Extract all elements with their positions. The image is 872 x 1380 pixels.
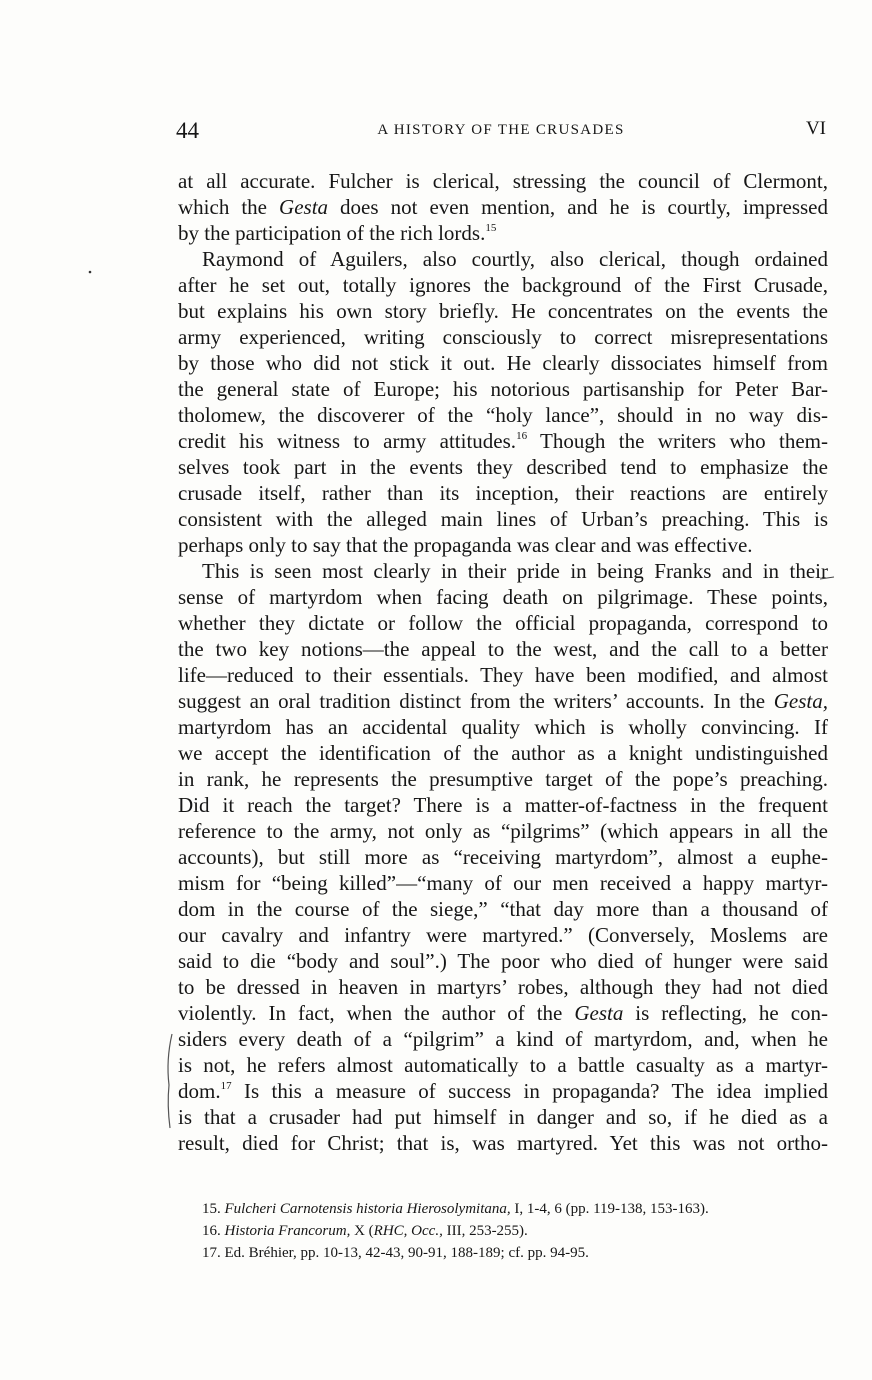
text-line [178,246,828,272]
line-text: in rank, he represents the presumptive target of the pope’s preaching. [178,767,828,791]
line-text: army experienced, writing consciously to correct misrepresentations [178,325,828,349]
text-line [178,844,828,870]
line-text: which the [178,195,280,219]
text-line [178,558,828,584]
text-line [178,220,828,246]
text-line [178,506,828,532]
text-line [178,1052,828,1078]
line-text: whether they dictate or follow the official propaganda, correspond to [178,611,828,635]
text-line [178,740,828,766]
text-line [178,428,828,454]
footnote [202,1198,822,1220]
line-text: said to die “body and soul”.) The poor who died of hunger were said [178,949,828,973]
text-line [178,896,828,922]
line-text: credit his witness to army attitudes. [178,429,517,453]
italic-text: Gesta [574,1001,624,1025]
text-line [178,298,828,324]
text-line [178,272,828,298]
line-text: accounts), but still more as “receiving martyrdom”, almost a euphe- [178,845,828,869]
footnote-title: Fulcheri Carnotensis historia Hierosolymitana, [224,1201,511,1217]
footnote-text: I, 1-4, 6 (pp. 119-138, 153-163). [510,1201,709,1217]
text-line [178,1104,828,1130]
text-line [178,324,828,350]
line-text: by the participation of the rich lords. [178,221,486,245]
footnote [202,1220,822,1242]
footnote-text: III, 253-255). [442,1223,528,1239]
line-text: selves took part in the events they described tend to emphasize the [178,455,828,479]
text-line [178,1130,828,1156]
text-line [178,454,828,480]
line-text: reference to the army, not only as “pilgrims” (which appears in all the [178,819,828,843]
text-line [178,1026,828,1052]
page-number: 44 [176,118,199,143]
line-text: the two key notions—the appeal to the west, and the call to a better [178,637,828,661]
running-title: A HISTORY OF THE CRUSADES [377,122,625,138]
line-text: crusade itself, rather than its inception, their reactions are entirely [178,481,828,505]
footnote-ref: 17 [220,1080,232,1092]
footnote-number: 17. [202,1245,221,1261]
footnote-number: 15. [202,1201,221,1217]
text-line [178,480,828,506]
line-text: is that a crusader had put himself in danger and so, if he died as a [178,1105,828,1129]
text-line [178,168,828,194]
footnotes [202,1198,822,1264]
text-line [178,402,828,428]
text-line [178,714,828,740]
line-text: is not, he refers almost automatically to a battle casualty as a martyr- [178,1053,828,1077]
line-text: the general state of Europe; his notorious partisanship for Peter Bar- [178,377,828,401]
text-line [178,766,828,792]
footnote [202,1242,822,1264]
line-text: result, died for Christ; that is, was martyred. Yet this was not ortho- [178,1131,828,1155]
text-line [178,376,828,402]
margin-pencil-line [168,1034,172,1128]
footnote-title: RHC, Occ., [373,1223,443,1239]
line-text: mism for “being killed”—“many of our men received a happy martyr- [178,871,828,895]
line-text: but explains his own story briefly. He concentrates on the events the [178,299,828,323]
line-text: violently. In fact, when the author of the [178,1001,575,1025]
text-line [178,870,828,896]
text-line [178,818,828,844]
line-text: Did it reach the target? There is a matter-of-factness in the frequent [178,793,828,817]
line-text: we accept the identification of the author as a knight undistinguished [178,741,828,765]
line-text: after he set out, totally ignores the background of the First Crusade, [178,273,828,297]
text-line [178,194,828,220]
italic-text: Gesta, [773,689,828,713]
text-line [178,1078,828,1104]
line-text: sense of martyrdom when facing death on pilgrimage. These points, [178,585,828,609]
line-text: dom in the course of the siege,” “that day more than a thousand of [178,897,828,921]
part-number: VI [805,118,826,139]
text-line [178,688,828,714]
line-text: tholomew, the discoverer of the “holy lance”, should in no way dis- [178,403,828,427]
line-text: life—reduced to their essentials. They have been modified, and almost [178,663,828,687]
line-text: perhaps only to say that the propaganda was clear and was effective. [178,533,753,557]
body-text [178,168,828,1156]
line-text-cont: Though the writers who them- [527,429,828,453]
footnote-title: Historia Francorum, [224,1223,351,1239]
text-line [178,350,828,376]
speck-mark [89,271,92,274]
line-text: suggest an oral tradition distinct from the writers’ accounts. In the [178,689,774,713]
line-text-cont: Is this a measure of success in propaganda? The idea implied [231,1079,828,1103]
text-line [178,1000,828,1026]
line-text-cont: is reflecting, he con- [623,1001,829,1025]
line-text: Raymond of Aguilers, also courtly, also clerical, though ordained [202,247,828,271]
line-text: This is seen most clearly in their pride in being Franks and in their [202,559,828,583]
line-text: martyrdom has an accidental quality which is wholly convincing. If [178,715,828,739]
line-text: siders every death of a “pilgrim” a kind of martyrdom, and, when he [178,1027,828,1051]
footnote-ref: 16 [516,430,528,442]
footnote-text: X ( [350,1223,374,1239]
line-text: dom. [178,1079,221,1103]
line-text: our cavalry and infantry were martyred.” (Conversely, Moslems are [178,923,828,947]
text-line [178,662,828,688]
footnote-ref: 15 [485,222,497,234]
footnote-number: 16. [202,1223,221,1239]
text-line [178,610,828,636]
text-line [178,584,828,610]
line-text-cont: does not even mention, and he is courtly, impressed [328,195,828,219]
text-line [178,974,828,1000]
line-text: consistent with the alleged main lines of Urban’s preaching. This is [178,507,828,531]
text-line [178,948,828,974]
footnote-text: Ed. Bréhier, pp. 10-13, 42-43, 90-91, 188-189; cf. pp. 94-95. [224,1245,589,1261]
line-text: to be dressed in heaven in martyrs’ robes, although they had not died [178,975,828,999]
text-line [178,636,828,662]
running-header [176,118,826,148]
text-line [178,792,828,818]
text-line [178,532,828,558]
text-line [178,922,828,948]
line-text: by those who did not stick it out. He clearly dissociates himself from [178,351,828,375]
line-text: at all accurate. Fulcher is clerical, stressing the council of Clermont, [178,169,828,193]
italic-text: Gesta [279,195,329,219]
